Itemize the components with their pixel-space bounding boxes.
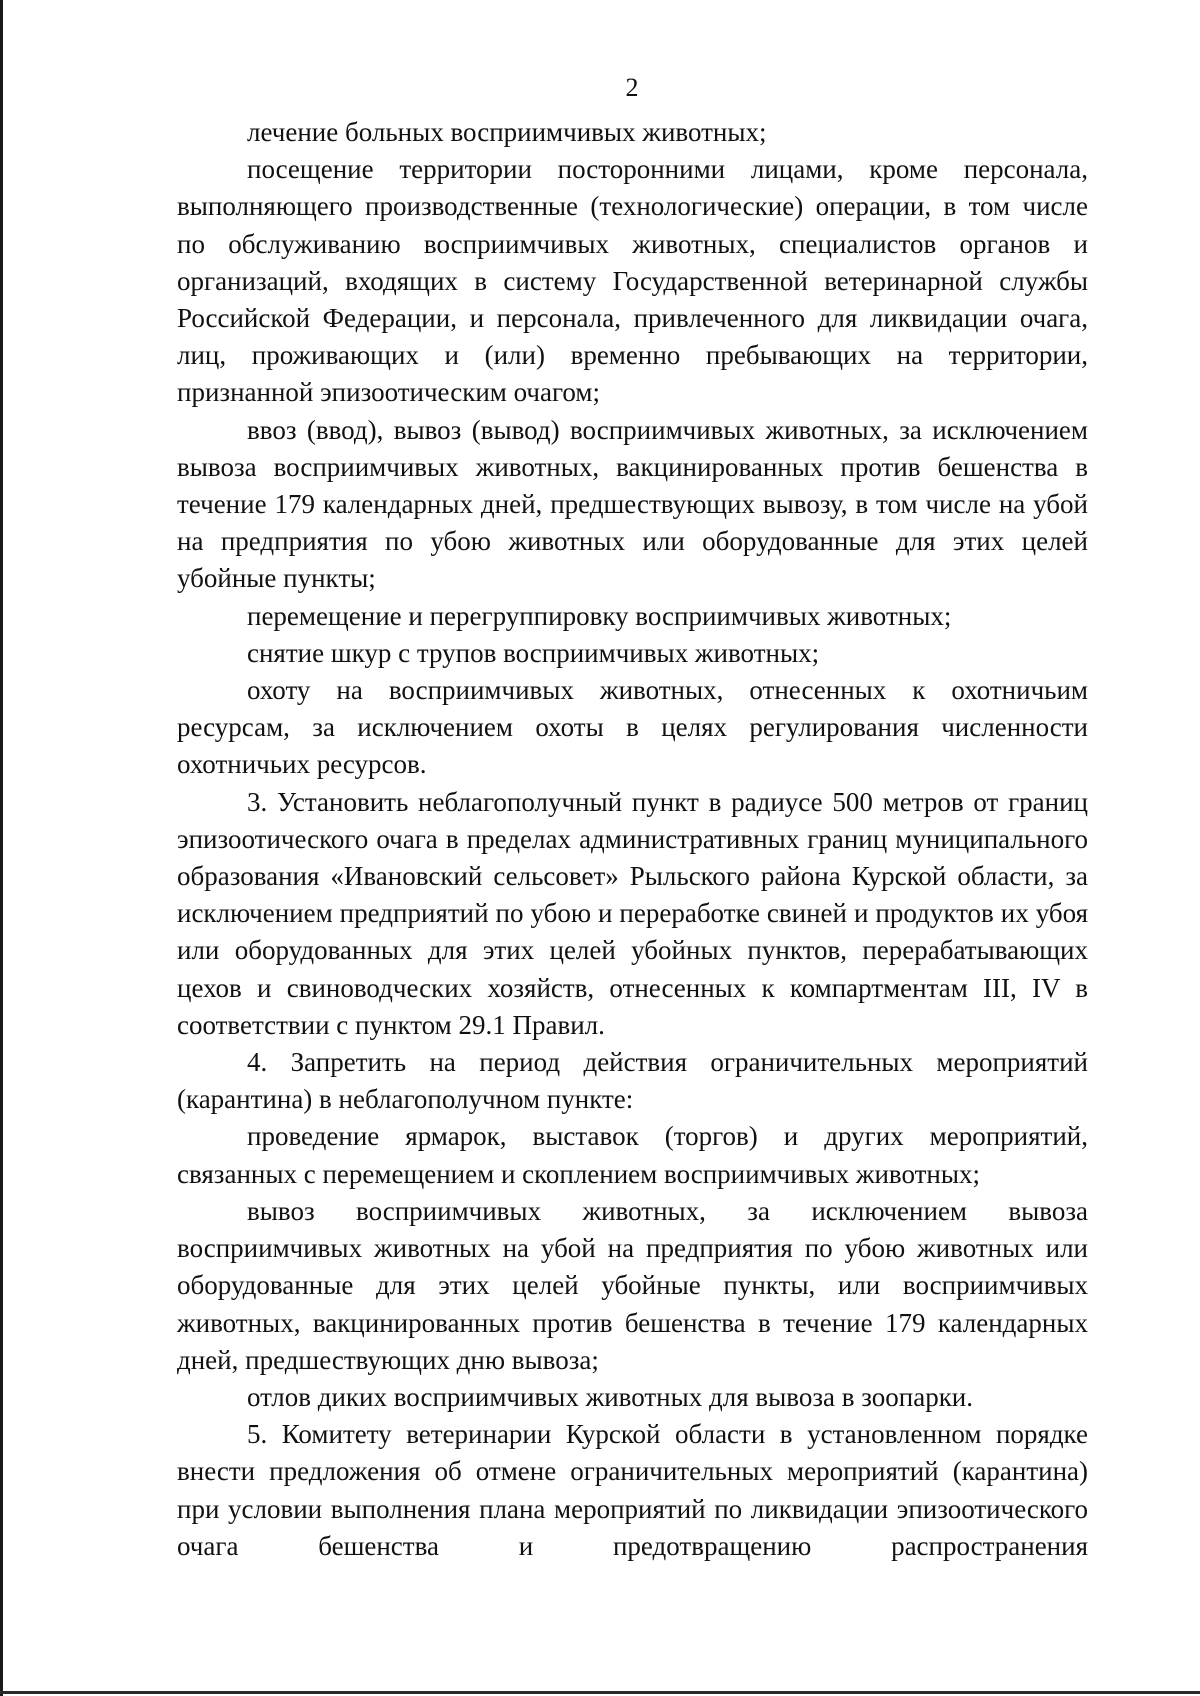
paragraph-wild-capture: отлов диких восприимчивых животных для вывоза в зоопарки.	[247, 1381, 974, 1412]
paragraph-removal: вывоз восприимчивых животных, за исключением вывоза восприимчивых животных на убой на предприятия по убою животных или оборудованные для этих целей убойные пункты, или восприимчивых животных, вакцинированных против бешенства в течение 179 календарных дней, предшествующих дню вывоза;	[177, 1195, 1088, 1375]
document-body	[177, 114, 1088, 1565]
paragraph-item-4: 4. Запретить на период действия ограничительных мероприятий (карантина) в неблагополучном пункте:	[177, 1047, 1088, 1115]
paragraph-import-export: ввоз (ввод), вывоз (вывод) восприимчивых животных, за исключением вывоза восприимчивых животных, вакцинированных против бешенства в течение 179 календарных дней, предшествующих вывозу, в том числе на убой на предприятия по убою животных или оборудованные для этих целей убойные пункты;	[177, 414, 1088, 594]
scan-border-left	[0, 0, 3, 1696]
paragraph-fairs: проведение ярмарок, выставок (торгов) и других мероприятий, связанных с перемещением и скоплением восприимчивых животных;	[177, 1121, 1088, 1189]
paragraph-treatment: лечение больных восприимчивых животных;	[247, 117, 767, 147]
scan-border-bottom	[0, 1691, 1200, 1694]
paragraph-skinning: снятие шкур с трупов восприимчивых животных;	[247, 637, 820, 668]
paragraph-regrouping: перемещение и перегруппировку восприимчивых животных;	[247, 600, 952, 631]
paragraph-item-3: 3. Установить неблагополучный пункт в радиусе 500 метров от границ эпизоотического очага в пределах административных границ муниципального образования «Ивановский сельсовет» Рыльского района Курской области, за исключением предприятий по убою и переработке свиней и продуктов их убоя или оборудованных для этих целей убойных пунктов, перерабатывающих цехов и свиноводческих хозяйств, отнесенных к компартментам III, IV в соответствии с пунктом 29.1 Правил.	[177, 786, 1088, 1040]
paragraph-hunting: охоту на восприимчивых животных, отнесенных к охотничьим ресурсам, за исключением охоты в целях регулирования численности охотничьих ресурсов.	[177, 675, 1088, 780]
paragraph-territory-access: посещение территории посторонними лицами, кроме персонала, выполняющего производственные (технологические) операции, в том числе по обслуживанию восприимчивых животных, специалистов органов и организаций, входящих в систему Государственной ветеринарной службы Российской Федерации, и персонала, привлеченного для ликвидации очага, лиц, проживающих и (или) временно пребывающих на территории, признанной эпизоотическим очагом;	[177, 154, 1088, 408]
paragraph-item-5: 5. Комитету ветеринарии Курской области в установленном порядке внести предложения об отмене ограничительных мероприятий (карантина) при условии выполнения плана мероприятий по ликвидации эпизоотического очага бешенства и предотвращению распространения	[177, 1419, 1088, 1561]
page-number: 2	[625, 73, 639, 102]
